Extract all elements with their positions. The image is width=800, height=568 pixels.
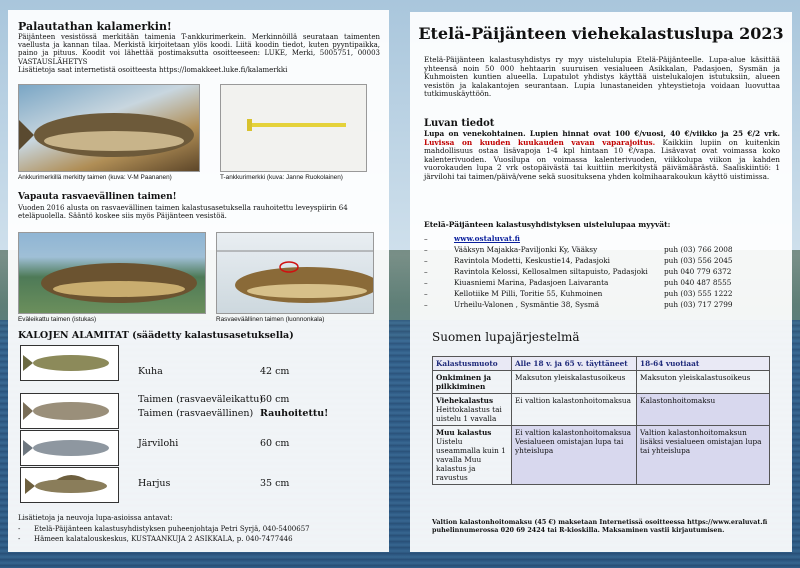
fin-text: Vuoden 2016 alusta on rasvaevällinen taimen kalastusasetuksella rauhoitettu leveyspiirin 64 eteläpuolella. Sääntö koskee siis myös Päijänteen vesistöä. (18, 204, 348, 221)
seller-phone: puh 040 487 8555 (664, 278, 732, 287)
table-cell: Ei valtion kalastonhoitomaksua (512, 394, 637, 426)
grayling-image (20, 467, 119, 503)
trout-icon (21, 394, 118, 428)
trout-illustration (19, 85, 199, 171)
intro-text: Etelä-Päijänteen kalastusyhdistys ry myy uistelulupia Etelä-Päijänteelle. Lupa-alue käsittää yhteensä noin 50 000 hehtaarin suuruisen vesialueen Asikkalan, Padasjoen, Sysmän ja Kuhmoisten kuntien alueella. Lupatulot yhdistys käyttää uistelukalojen istutuksiin, alueen vesistön ja kalakantojen seurantaan. Lupia lunastaneiden yhteystietoja voidaan luovuttaa tutkimuskäyttöön. (424, 55, 780, 99)
table-footer: Valtion kalastonhoitomaksu (45 €) maksetaan Internetissä osoitteessa https://www.eraluvat.fi puhelinnumerossa 020 69 2424 tai R-kioskilla. Maksaminen vastii kirjautumisen. (432, 518, 768, 534)
contact-dash-2: - (18, 535, 21, 543)
seller-name: Kellotiike M Pilli, Toritie 55, Kuhmoinen (454, 289, 603, 298)
table-header-row (433, 357, 770, 371)
salmon-icon (21, 431, 118, 465)
rod-limit-warning: Luvissa on kuuden kuukauden vavan vaparajoitus. (424, 137, 656, 147)
table-row (433, 371, 770, 394)
tagging-heading: Palautathan kalamerkin! (18, 20, 172, 33)
photo-caption-2: T-ankkurimerkki (kuva: Janne Ruokolainen) (220, 174, 343, 181)
seller-name: Vääksyn Majakka-Paviljonki Ky, Vääksy (454, 245, 598, 254)
min-sizes-heading: KALOJEN ALAMITAT (säädetty kalastusasetuksella) (18, 330, 294, 341)
contact-dash-1: - (18, 525, 21, 533)
seller-phone: puh (03) 766 2008 (664, 245, 733, 254)
seller-name: Urheilu-Valonen , Sysmäntie 38, Sysmä (454, 300, 600, 309)
photo-caption-1: Ankkurimerkillä merkitty taimen (kuva: V-M Paananen) (18, 174, 172, 181)
sellers-heading: Etelä-Päijänteen kalastusyhdistyksen uistelulupaa myyvät: (424, 220, 671, 229)
seller-phone: puh 040 779 6372 (664, 267, 732, 276)
form-desc: Heittokalastus tai uistelu 1 vavalla (436, 405, 502, 423)
table-row (433, 394, 770, 426)
seller-phone: puh (03) 717 2799 (664, 300, 733, 309)
fish-name-2: Taimen (rasvaeväleikattu) (138, 394, 264, 405)
table-cell: Maksuton yleiskalastusoikeus (637, 371, 770, 394)
trout-image (20, 393, 119, 429)
table-header: 18-64 vuotiaat (637, 357, 770, 371)
adipose-trout-illustration (217, 233, 373, 313)
left-panel (8, 10, 389, 552)
seller-phone: puh (03) 556 2045 (664, 256, 733, 265)
fish-size-3: Rauhoitettu! (260, 408, 329, 419)
seller-phone: puh (03) 555 1222 (664, 289, 733, 298)
seller-row: – Kiuasniemi Marina, Padasjoen Laivaranta puh 040 487 8555 (424, 278, 732, 287)
permit-prices: Lupien hinnat ovat 100 €/vuosi, 40 €/viikko ja 25 €/2 vrk. (525, 129, 780, 138)
table-header: Alle 18 v. ja 65 v. täyttäneet (512, 357, 637, 371)
contact-item-2: Hämeen kalatalouskeskus, KUSTAANKUJA 2 ASIKKALA, p. 040-7477446 (34, 535, 293, 543)
clipped-trout-illustration (19, 233, 205, 313)
photo-caption-3: Eväleikattu taimen (istukas) (18, 316, 97, 323)
fish-size-5: 35 cm (260, 478, 290, 489)
table-cell: Kalastonhoitomaksu (637, 394, 770, 426)
seller-name: Kiuasniemi Marina, Padasjoen Laivaranta (454, 278, 609, 287)
fish-size-1: 42 cm (260, 366, 290, 377)
right-panel (410, 12, 792, 552)
clipped-fin-trout-photo (18, 232, 206, 314)
seller-row: – Ravintola Modetti, Keskustie14, Padasjoki puh (03) 556 2045 (424, 256, 733, 265)
table-cell: Valtion kalastonhoitomaksun lisäksi vesialueen omistajan lupa tai yhteislupa (637, 426, 770, 485)
seller-row: – Urheilu-Valonen , Sysmäntie 38, Sysmä puh (03) 717 2799 (424, 300, 733, 309)
form-desc: Uistelu useammalla kuin 1 vavalla Muu kalastus ja ravustus (436, 437, 506, 482)
fish-size-2: 60 cm (260, 394, 290, 405)
photo-caption-4: Rasvaeväällinen taimen (luonnonkala) (216, 316, 325, 323)
t-anchor-tag-photo (220, 84, 367, 172)
table-cell: Maksuton yleiskalastusoikeus (512, 371, 637, 394)
table-cell: Ei valtion kalastonhoitomaksua Vesialueen omistajan lupa tai yhteislupa (512, 426, 637, 485)
form-name: Viehekalastus (436, 396, 494, 405)
contact-item-1: Etelä-Päijänteen kalastusyhdistyksen puheenjohtaja Petri Syrjä, 040-5400657 (34, 525, 310, 533)
adipose-fin-trout-photo (216, 232, 374, 314)
salmon-image (20, 430, 119, 466)
tagged-trout-photo (18, 84, 200, 172)
page-title: Etelä-Päijänteen viehekalastuslupa 2023 (418, 24, 784, 43)
tagging-more-info: Lisätietoja saat internetistä osoitteesta https://lomakkeet.luke.fi/kalamerkki (18, 66, 288, 74)
fish-name-3: Taimen (rasvaevällinen) (138, 408, 254, 419)
seller-row-web: – www.ostaluvat.fi (424, 234, 520, 243)
table-cell (433, 371, 512, 394)
seller-row: – Ravintola Kelossi, Kellosalmen siltapuisto, Padasjoki puh 040 779 6372 (424, 267, 732, 276)
ostaluvat-link[interactable]: www.ostaluvat.fi (454, 234, 520, 243)
fish-name-1: Kuha (138, 366, 163, 377)
permit-details: Kaikkiin lupiin on kuitenkin mahdollisuus ostaa lisävapoja 1-4 kpl hintaan 10 €/vapa. Lisävavat ovat voimassa koko kalenterivuoden. Vuosilupa on voimassa kalenterivuoden, viikkolupa viikon ja kahden vuorokauden lupa 2 vrk ostopäivästä tai kuittiin merkitystä päivämäärästä. Saaliskiintiö: 1 järvilohi tai taimen/päivä/vene sekä suosituksena yhden kolmihaarakoukun käyttö uistimissa. (424, 137, 780, 181)
grayling-icon (21, 468, 118, 502)
contacts-intro: Lisätietoja ja neuvoja lupa-asioissa antavat: (18, 514, 173, 522)
form-name: Muu kalastus (436, 428, 492, 437)
fin-heading: Vapauta rasvaevällinen taimen! (18, 192, 177, 202)
table-cell (433, 426, 512, 485)
table-cell (433, 394, 512, 426)
tagging-text: Päijänteen vesistössä merkitään taimenia T-ankkurimerkein. Merkinnöillä seurataan taimenten vaellusta ja kannan tilaa. Merkistä kirjoitetaan ylös koodi. Liitä koodin tiedot, kuten pyyntipaikka, paino ja pituus. Koodit voi lähettää postimaksutta osoitteeseen: LUKE, Merki, 5005751, 00003 VASTAUSLÄHETYS (18, 33, 380, 66)
t-anchor-tag-illustration (221, 85, 366, 171)
permit-text (424, 130, 780, 182)
pikeperch-icon (21, 346, 118, 380)
seller-name: Ravintola Kelossi, Kellosalmen siltapuisto, Padasjoki (454, 267, 648, 276)
seller-row: – Vääksyn Majakka-Paviljonki Ky, Vääksy puh (03) 766 2008 (424, 245, 733, 254)
permit-heading: Luvan tiedot (424, 118, 495, 129)
fish-name-4: Järvilohi (138, 438, 179, 449)
pikeperch-image (20, 345, 119, 381)
seller-row: – Kellotiike M Pilli, Toritie 55, Kuhmoinen puh (03) 555 1222 (424, 289, 733, 298)
permit-boat-note: Lupa on venekohtainen. (424, 129, 526, 138)
fish-name-5: Harjus (138, 478, 171, 489)
form-name: Onkiminen ja pilkkiminen (436, 373, 492, 391)
fish-size-4: 60 cm (260, 438, 290, 449)
license-table (432, 356, 770, 485)
seller-name: Ravintola Modetti, Keskustie14, Padasjoki (454, 256, 610, 265)
table-header: Kalastusmuoto (433, 357, 512, 371)
system-heading: Suomen lupajärjestelmä (432, 330, 580, 344)
table-row (433, 426, 770, 485)
